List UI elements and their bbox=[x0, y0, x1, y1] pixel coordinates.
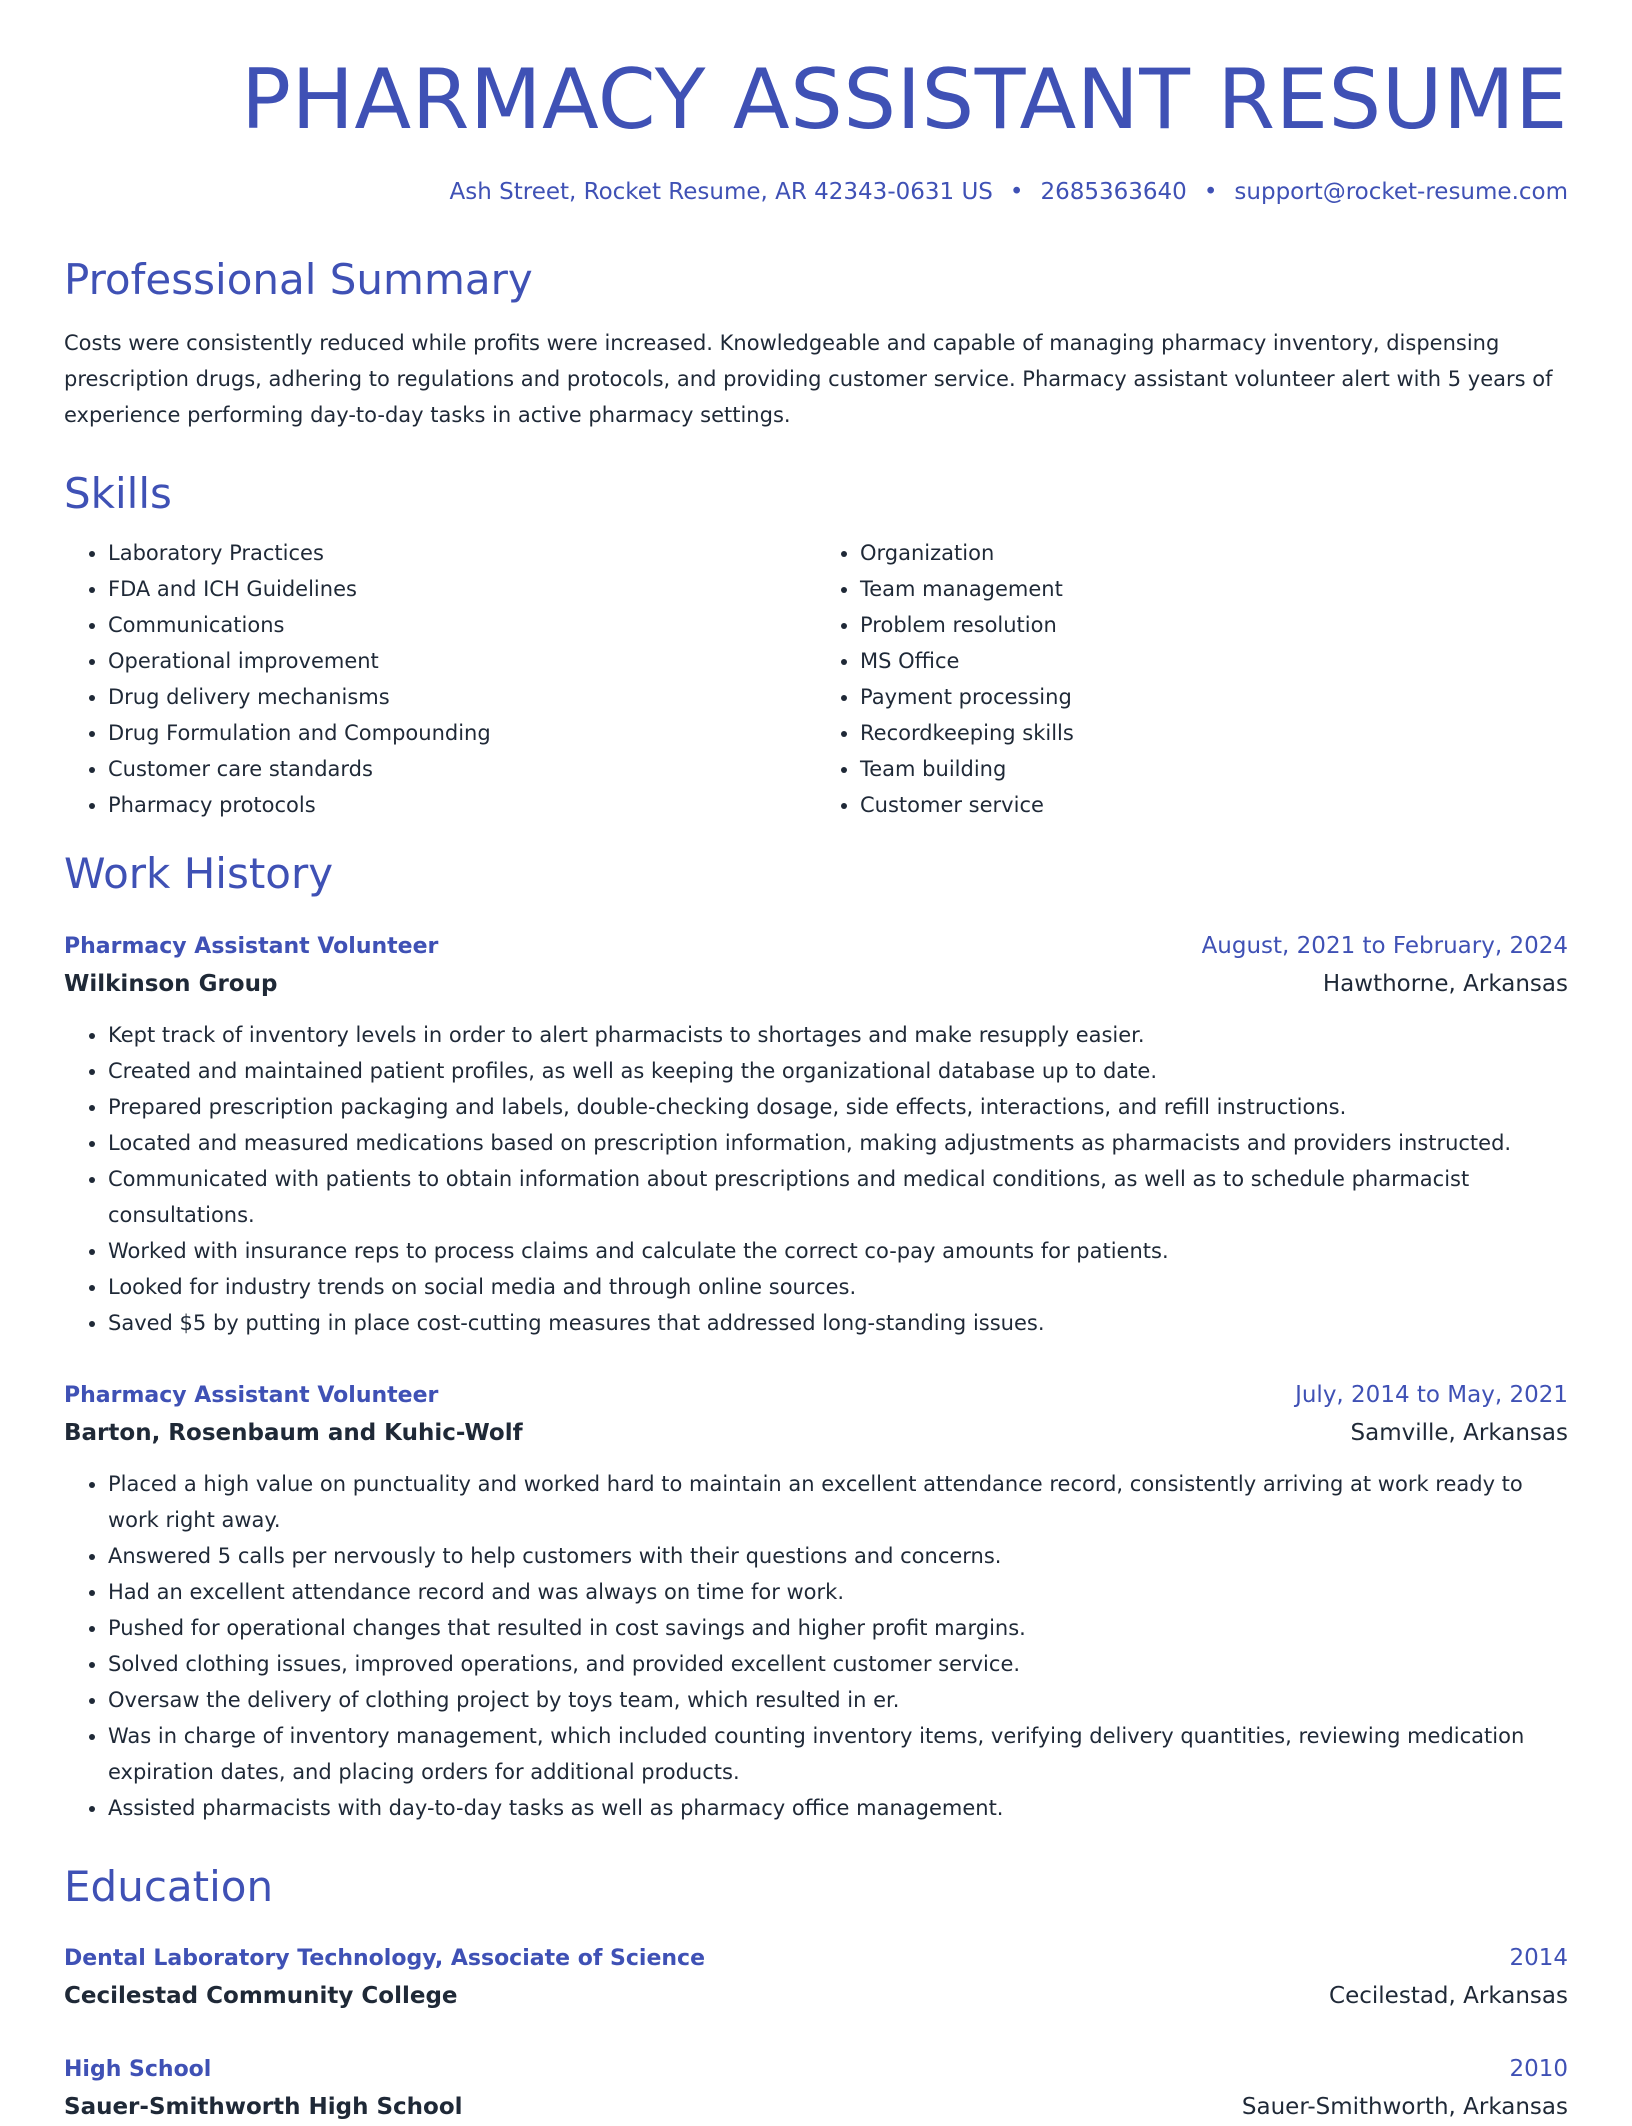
skill-item: • Organization bbox=[860, 535, 1568, 571]
job-location: Hawthorne, Arkansas bbox=[1322, 970, 1568, 997]
job-bullets bbox=[64, 1466, 1568, 1826]
skill-item: • Payment processing bbox=[860, 679, 1568, 715]
education-location: Cecilestad, Arkansas bbox=[1329, 1982, 1568, 2009]
job-title-row bbox=[64, 1377, 1568, 1414]
education-location: Sauer-Smithworth, Arkansas bbox=[1241, 2093, 1568, 2120]
page-title: PHARMACY ASSISTANT RESUME bbox=[240, 51, 1568, 148]
job-bullet: • Created and maintained patient profiles, as well as keeping the organizational database up to date. bbox=[108, 1053, 1568, 1089]
job-bullet: • Solved clothing issues, improved operations, and provided excellent customer service. bbox=[108, 1646, 1568, 1682]
contact-email: support@rocket-resume.com bbox=[1234, 179, 1568, 205]
education-heading: Education bbox=[64, 1861, 274, 1911]
education-year: 2014 bbox=[1509, 1944, 1568, 1971]
job-bullet: • Oversaw the delivery of clothing project by toys team, which resulted in er. bbox=[108, 1682, 1568, 1718]
education-year: 2010 bbox=[1509, 2055, 1568, 2082]
education-degree-row bbox=[64, 1940, 1568, 1977]
job-company: Barton, Rosenbaum and Kuhic-Wolf bbox=[64, 1419, 523, 1446]
education-degree-row bbox=[64, 2051, 1568, 2088]
skill-item: • Operational improvement bbox=[108, 643, 816, 679]
education-entry bbox=[64, 1940, 1568, 2015]
skills-heading: Skills bbox=[64, 469, 172, 519]
summary-text: Costs were consistently reduced while profits were increased. Knowledgeable and capable of managing pharmacy inventory, dispensing prescription drugs, adhering to regulations and protocols, and providing customer service. Pharmacy assistant volunteer alert with 5 years of experience performing day-to-day tasks in active pharmacy settings. bbox=[64, 331, 1553, 428]
skill-item: • Team management bbox=[860, 571, 1568, 607]
job-bullet: • Pushed for operational changes that resulted in cost savings and higher profit margins. bbox=[108, 1610, 1568, 1646]
skill-item: • Pharmacy protocols bbox=[108, 787, 816, 823]
skill-item: • MS Office bbox=[860, 643, 1568, 679]
job-bullet: • Assisted pharmacists with day-to-day tasks as well as pharmacy office management. bbox=[108, 1790, 1568, 1826]
skills-column-left bbox=[64, 535, 816, 823]
job-location: Samville, Arkansas bbox=[1350, 1419, 1568, 1446]
education-school: Sauer-Smithworth High School bbox=[64, 2093, 463, 2120]
skill-item: • Problem resolution bbox=[860, 607, 1568, 643]
job-company: Wilkinson Group bbox=[64, 970, 278, 997]
job-company-row bbox=[64, 1414, 1568, 1452]
education-school-row bbox=[64, 2088, 1568, 2126]
contact-separator: • bbox=[1009, 179, 1024, 205]
skills-column-right bbox=[816, 535, 1568, 823]
skills-grid bbox=[64, 535, 1568, 823]
education-entry bbox=[64, 2051, 1568, 2126]
education-section bbox=[64, 1861, 1568, 2126]
skills-section bbox=[64, 471, 1568, 823]
skill-item: • Laboratory Practices bbox=[108, 535, 816, 571]
education-school: Cecilestad Community College bbox=[64, 1982, 458, 2009]
job-bullet: • Placed a high value on punctuality and worked hard to maintain an excellent attendance record, consistently arriving at work ready to work right away. bbox=[108, 1466, 1568, 1538]
job-title: Pharmacy Assistant Volunteer bbox=[64, 933, 439, 959]
job-title-row bbox=[64, 928, 1568, 965]
job-company-row bbox=[64, 965, 1568, 1003]
job-bullet: • Saved $5 by putting in place cost-cutting measures that addressed long-standing issues. bbox=[108, 1305, 1568, 1341]
education-school-row bbox=[64, 1977, 1568, 2015]
job-bullet: • Answered 5 calls per nervously to help customers with their questions and concerns. bbox=[108, 1538, 1568, 1574]
job-bullet: • Communicated with patients to obtain information about prescriptions and medical conditions, as well as to schedule pharmacist consultations. bbox=[108, 1161, 1568, 1233]
skill-item: • FDA and ICH Guidelines bbox=[108, 571, 816, 607]
summary-section bbox=[64, 257, 1568, 433]
job-bullet: • Prepared prescription packaging and labels, double-checking dosage, side effects, interactions, and refill instructions. bbox=[108, 1089, 1568, 1125]
work-history-section bbox=[64, 851, 1568, 1825]
skill-item: • Team building bbox=[860, 751, 1568, 787]
job-entry bbox=[64, 928, 1568, 1341]
resume-header bbox=[64, 0, 1568, 205]
contact-separator: • bbox=[1203, 179, 1218, 205]
job-bullet: • Located and measured medications based on prescription information, making adjustments as pharmacists and providers instructed. bbox=[108, 1125, 1568, 1161]
work-history-heading: Work History bbox=[64, 849, 334, 899]
skill-item: • Customer care standards bbox=[108, 751, 816, 787]
job-bullet: • Was in charge of inventory management, which included counting inventory items, verifying delivery quantities, reviewing medication expiration dates, and placing orders for additional products. bbox=[108, 1718, 1568, 1790]
summary-heading: Professional Summary bbox=[64, 255, 533, 304]
job-bullet: • Kept track of inventory levels in order to alert pharmacists to shortages and make resupply easier. bbox=[108, 1017, 1568, 1053]
job-bullets bbox=[64, 1017, 1568, 1341]
skill-item: • Customer service bbox=[860, 787, 1568, 823]
contact-address: Ash Street, Rocket Resume, AR 42343-0631 US bbox=[449, 179, 993, 205]
skill-item: • Drug delivery mechanisms bbox=[108, 679, 816, 715]
education-degree: High School bbox=[64, 2056, 212, 2082]
education-degree: Dental Laboratory Technology, Associate of Science bbox=[64, 1945, 706, 1971]
job-bullet: • Looked for industry trends on social media and through online sources. bbox=[108, 1269, 1568, 1305]
skill-item: • Communications bbox=[108, 607, 816, 643]
skill-item: • Recordkeeping skills bbox=[860, 715, 1568, 751]
job-dates: July, 2014 to May, 2021 bbox=[1295, 1381, 1568, 1408]
job-title: Pharmacy Assistant Volunteer bbox=[64, 1382, 439, 1408]
job-entry bbox=[64, 1377, 1568, 1826]
job-bullet: • Had an excellent attendance record and was always on time for work. bbox=[108, 1574, 1568, 1610]
skill-item: • Drug Formulation and Compounding bbox=[108, 715, 816, 751]
contact-line bbox=[64, 179, 1568, 205]
job-dates: August, 2021 to February, 2024 bbox=[1201, 932, 1568, 959]
contact-phone: 2685363640 bbox=[1040, 179, 1187, 205]
job-bullet: • Worked with insurance reps to process claims and calculate the correct co-pay amounts for patients. bbox=[108, 1233, 1568, 1269]
